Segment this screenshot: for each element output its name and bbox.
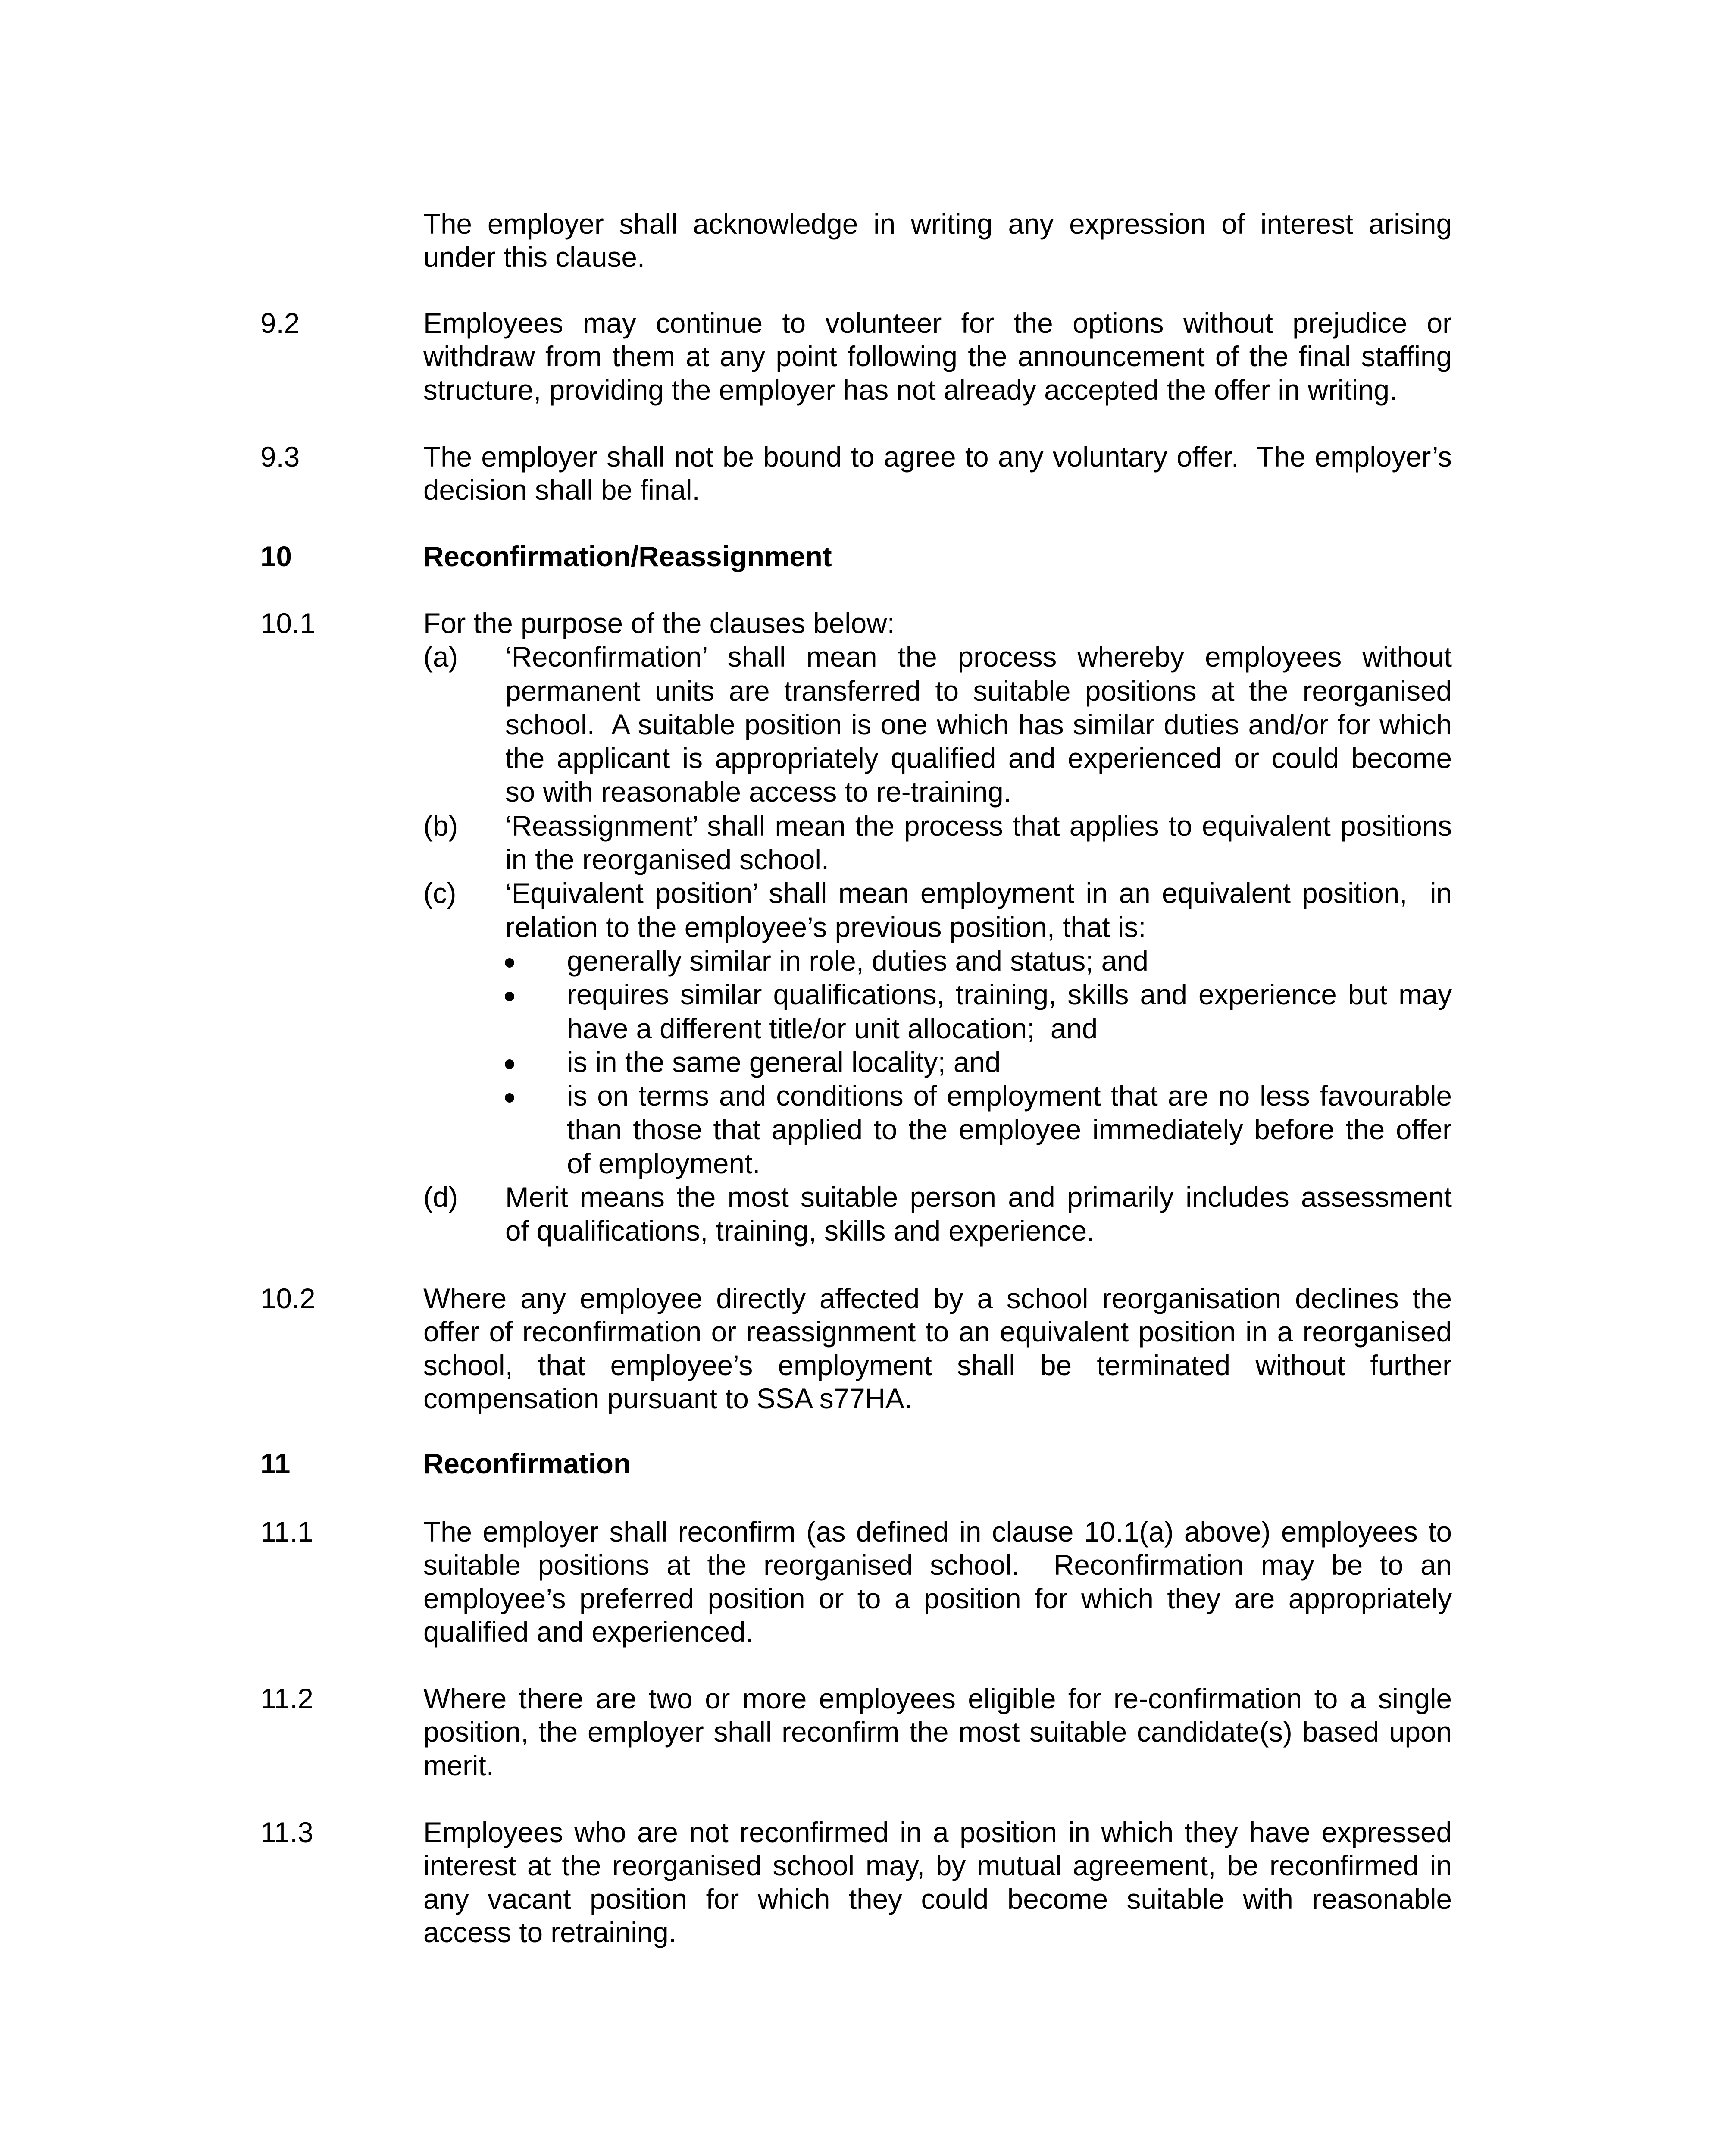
text-line: The employer shall not be bound to agree to any voluntary offer. The employer’s [423,441,1452,473]
item-label: (b) [423,810,458,842]
clause-body [423,1816,1452,1949]
definition-item-d [423,1181,1452,1248]
text-line: The employer shall acknowledge in writing any expression of interest arising [423,208,1452,240]
bullet-item [567,1079,1452,1181]
text-line: school. A suitable position is one which has similar duties and/or for which [505,708,1452,740]
section-number: 11 [260,1448,291,1479]
heading-text: Reconfirmation/Reassignment [423,541,832,572]
text-line: relation to the employee’s previous position, that is: [505,911,1146,943]
text-line: so with reasonable access to re-training. [505,776,1011,808]
text-line: of qualifications, training, skills and experience. [505,1215,1095,1247]
clause-number: 11.1 [260,1516,313,1548]
text-line: permanent units are transferred to suitable positions at the reorganised [505,675,1452,707]
text-line: of employment. [567,1147,760,1179]
text-line: suitable positions at the reorganised school. Reconfirmation may be to an [423,1549,1452,1581]
text-line: employee’s preferred position or to a position for which they are appropriately [423,1583,1452,1614]
clause-number: 11.2 [260,1683,313,1714]
item-label: (a) [423,641,458,673]
clause-body [423,607,1452,1248]
text-line: ‘Equivalent position’ shall mean employment in an equivalent position, in [505,877,1452,909]
text-line: under this clause. [423,241,645,273]
clause-body [423,307,1452,407]
text-line: withdraw from them at any point following the announcement of the final staffing [423,341,1452,373]
bullet-icon [505,1059,514,1069]
text-line: compensation pursuant to SSA s77HA. [423,1382,912,1414]
section-title [423,540,1452,573]
text-line: is on terms and conditions of employment that are no less favourable [567,1080,1452,1112]
text-line: Where any employee directly affected by a school reorganisation declines the [423,1283,1452,1314]
text-line: ‘Reconfirmation’ shall mean the process whereby employees without [505,641,1452,673]
text-line: merit. [423,1749,494,1781]
item-label: (c) [423,877,457,909]
paragraph-body [423,207,1452,274]
text-line: The employer shall reconfirm (as defined in clause 10.1(a) above) employees to [423,1516,1452,1548]
text-line: qualified and experienced. [423,1616,754,1648]
text-line: Employees who are not reconfirmed in a position in which they have expressed [423,1817,1452,1848]
text-line: generally similar in role, duties and status; and [567,945,1149,977]
text-line: decision shall be final. [423,474,700,506]
definition-item-b [423,809,1452,877]
bullet-item [567,944,1452,978]
text-line: is in the same general locality; and [567,1046,1001,1078]
section-title [423,1447,1452,1480]
text-line: have a different title/or unit allocation; and [567,1012,1098,1044]
clause-body [423,1515,1452,1648]
text-line: offer of reconfirmation or reassignment to an equivalent position in a reorganised [423,1316,1452,1348]
clause-number: 10.2 [260,1283,316,1314]
heading-text: Reconfirmation [423,1448,631,1479]
bullet-item [567,978,1452,1046]
text-line: than those that applied to the employee immediately before the offer [567,1114,1452,1146]
item-text [505,640,1452,809]
section-number: 10 [260,541,292,572]
clause-body [423,1282,1452,1415]
item-text [505,877,1452,1181]
text-line: structure, providing the employer has not already accepted the offer in writing. [423,374,1398,406]
bullet-icon [505,1093,514,1103]
text-line: ‘Reassignment’ shall mean the process that applies to equivalent positions [505,810,1452,842]
text-line: Employees may continue to volunteer for the options without prejudice or [423,307,1452,339]
clause-body [423,1682,1452,1782]
text-line: interest at the reorganised school may, by mutual agreement, be reconfirmed in [423,1850,1452,1882]
text-line: access to retraining. [423,1916,676,1948]
definition-item-a [423,640,1452,809]
clause-body [423,440,1452,507]
clause-number: 9.3 [260,441,300,473]
item-label: (d) [423,1181,458,1213]
item-text [505,1181,1452,1248]
item-text [505,809,1452,877]
text-line: Where there are two or more employees eligible for re-confirmation to a single [423,1683,1452,1714]
clause-number: 11.3 [260,1817,313,1848]
text-line: Merit means the most suitable person and primarily includes assessment [505,1181,1452,1213]
text-line: in the reorganised school. [505,844,829,876]
clause-lead-text: For the purpose of the clauses below: [423,608,895,639]
text-line: any vacant position for which they could become suitable with reasonable [423,1883,1452,1915]
text-line: the applicant is appropriately qualified and experienced or could become [505,743,1452,774]
clause-number: 10.1 [260,608,316,639]
clause-number: 9.2 [260,307,300,339]
text-line: requires similar qualifications, training, skills and experience but may [567,979,1452,1011]
text-line: position, the employer shall reconfirm the most suitable candidate(s) based upon [423,1716,1452,1748]
definition-item-c [423,877,1452,1181]
text-line: school, that employee’s employment shall be terminated without further [423,1349,1452,1381]
bullet-icon [505,958,514,968]
bullet-icon [505,992,514,1001]
bullet-item [567,1046,1452,1079]
